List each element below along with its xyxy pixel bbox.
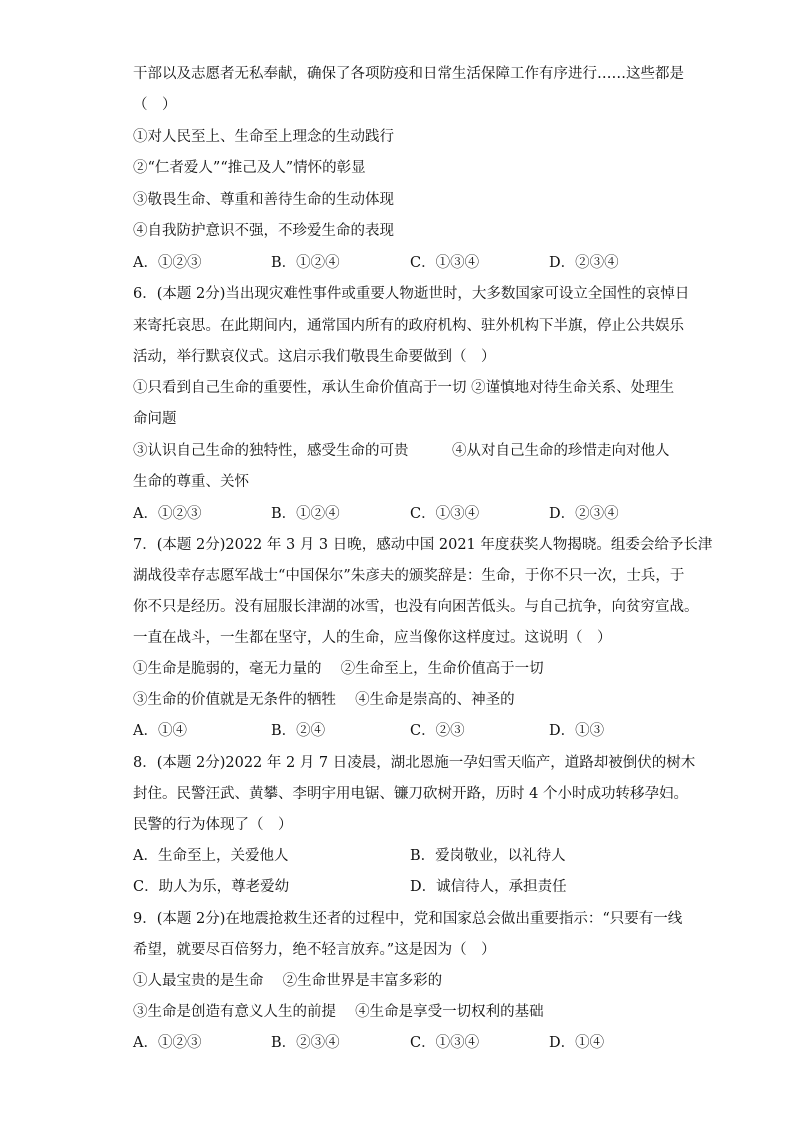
q6-options xyxy=(133,504,693,524)
q7-stem-line: 你不只是经历。没有屈服长津湖的冰雪，也没有向困苦低头。与自己抗争，向贫穷宣战。 xyxy=(133,599,699,615)
q6-statement: 命问题 xyxy=(133,411,177,427)
option-b[interactable]: B．爱岗敬业，以礼待人 xyxy=(410,848,566,864)
option-c[interactable]: C．助人为乐，尊老爱幼 xyxy=(133,879,290,895)
q8-stem-line: 8．(本题 2分)2022 年 2 月 7 日凌晨，湖北恩施一孕妇雪天临产，道路却被倒伏的树木 xyxy=(133,755,696,771)
option-a[interactable]: A．①②③ xyxy=(133,1035,202,1051)
q7-statement: ③生命的价值就是无条件的牺牲 ④生命是崇高的、神圣的 xyxy=(133,692,515,708)
q7-stem-line: 湖战役幸存志愿军战士“中国保尔”朱彦夫的颁奖辞是：生命，于你不只一次，士兵，于 xyxy=(133,568,685,584)
option-a[interactable]: A．①②③ xyxy=(133,506,202,522)
q6-statement: 生命的尊重、关怀 xyxy=(133,474,249,490)
q6-statement: ①只看到自己生命的重要性，承认生命价值高于一切 ②谨慎地对待生命关系、处理生 xyxy=(133,380,675,396)
q5-statement: ③敬畏生命、尊重和善待生命的生动体现 xyxy=(133,192,394,208)
q8-stem-line: 民警的行为体现了（ ） xyxy=(133,817,293,833)
option-b[interactable]: B．②④ xyxy=(271,723,326,739)
q9-stem-line: 9．(本题 2分)在地震抢救生还者的过程中，党和国家总会做出重要指示：“只要有一线 xyxy=(133,911,683,927)
q9-stem-line: 希望，就要尽百倍努力，绝不轻言放弃。”这是因为（ ） xyxy=(133,942,496,958)
q6-statement: ③认识自己生命的独特性，感受生命的可贵 ④从对自己生命的珍惜走向对他人 xyxy=(133,443,670,459)
q8-stem-line: 封住。民警汪武、黄攀、李明宇用电锯、镰刀砍树开路，历时 4 个小时成功转移孕妇。 xyxy=(133,786,688,802)
q5-statement: ①对人民至上、生命至上理念的生动践行 xyxy=(133,129,394,145)
q8-options-row-1 xyxy=(133,846,693,866)
option-d[interactable]: D．②③④ xyxy=(549,506,619,522)
option-d[interactable]: D．诚信待人，承担责任 xyxy=(410,879,567,895)
q5-statement: ④自我防护意识不强，不珍爱生命的表现 xyxy=(133,223,394,239)
option-d[interactable]: D．①③ xyxy=(549,723,605,739)
option-d[interactable]: D．②③④ xyxy=(549,255,619,271)
q5-statement: ②“仁者爱人”“推己及人”情怀的彰显 xyxy=(133,160,366,176)
option-a[interactable]: A．①②③ xyxy=(133,255,202,271)
option-c[interactable]: C．①③④ xyxy=(410,506,480,522)
q7-stem-line: 7．(本题 2分)2022 年 3 月 3 日晚，感动中国 2021 年度获奖人物揭晓。组委会给予长津 xyxy=(133,537,713,553)
q7-statement: ①生命是脆弱的，毫无力量的 ②生命至上，生命价值高于一切 xyxy=(133,661,544,677)
q5-stem-line: 干部以及志愿者无私奉献，确保了各项防疫和日常生活保障工作有序进行……这些都是 xyxy=(133,66,684,82)
q6-stem-line: 活动，举行默哀仪式。这启示我们敬畏生命要做到（ ） xyxy=(133,349,496,365)
option-c[interactable]: C．②③ xyxy=(410,723,465,739)
q9-statement: ③生命是创造有意义人生的前提 ④生命是享受一切权利的基础 xyxy=(133,1004,544,1020)
q5-stem-line: （ ） xyxy=(133,97,177,113)
q6-stem-line: 6．(本题 2分)当出现灾难性事件或重要人物逝世时，大多数国家可设立全国性的哀悼日 xyxy=(133,286,690,302)
q7-stem-line: 一直在战斗，一生都在坚守，人的生命，应当像你这样度过。这说明（ ） xyxy=(133,630,612,646)
option-b[interactable]: B．②③④ xyxy=(271,1035,340,1051)
option-a[interactable]: A．生命至上，关爱他人 xyxy=(133,848,289,864)
option-c[interactable]: C．①③④ xyxy=(410,255,480,271)
q5-options xyxy=(133,253,693,273)
q6-stem-line: 来寄托哀思。在此期间内，通常国内所有的政府机构、驻外机构下半旗，停止公共娱乐 xyxy=(133,318,684,334)
q9-statement: ①人最宝贵的是生命 ②生命世界是丰富多彩的 xyxy=(133,973,443,989)
option-d[interactable]: D．①④ xyxy=(549,1035,605,1051)
option-b[interactable]: B．①②④ xyxy=(271,506,340,522)
option-b[interactable]: B．①②④ xyxy=(271,255,340,271)
q9-options xyxy=(133,1033,693,1053)
option-c[interactable]: C．①③④ xyxy=(410,1035,480,1051)
option-a[interactable]: A．①④ xyxy=(133,723,187,739)
q7-options xyxy=(133,721,693,741)
q8-options-row-2 xyxy=(133,877,693,897)
